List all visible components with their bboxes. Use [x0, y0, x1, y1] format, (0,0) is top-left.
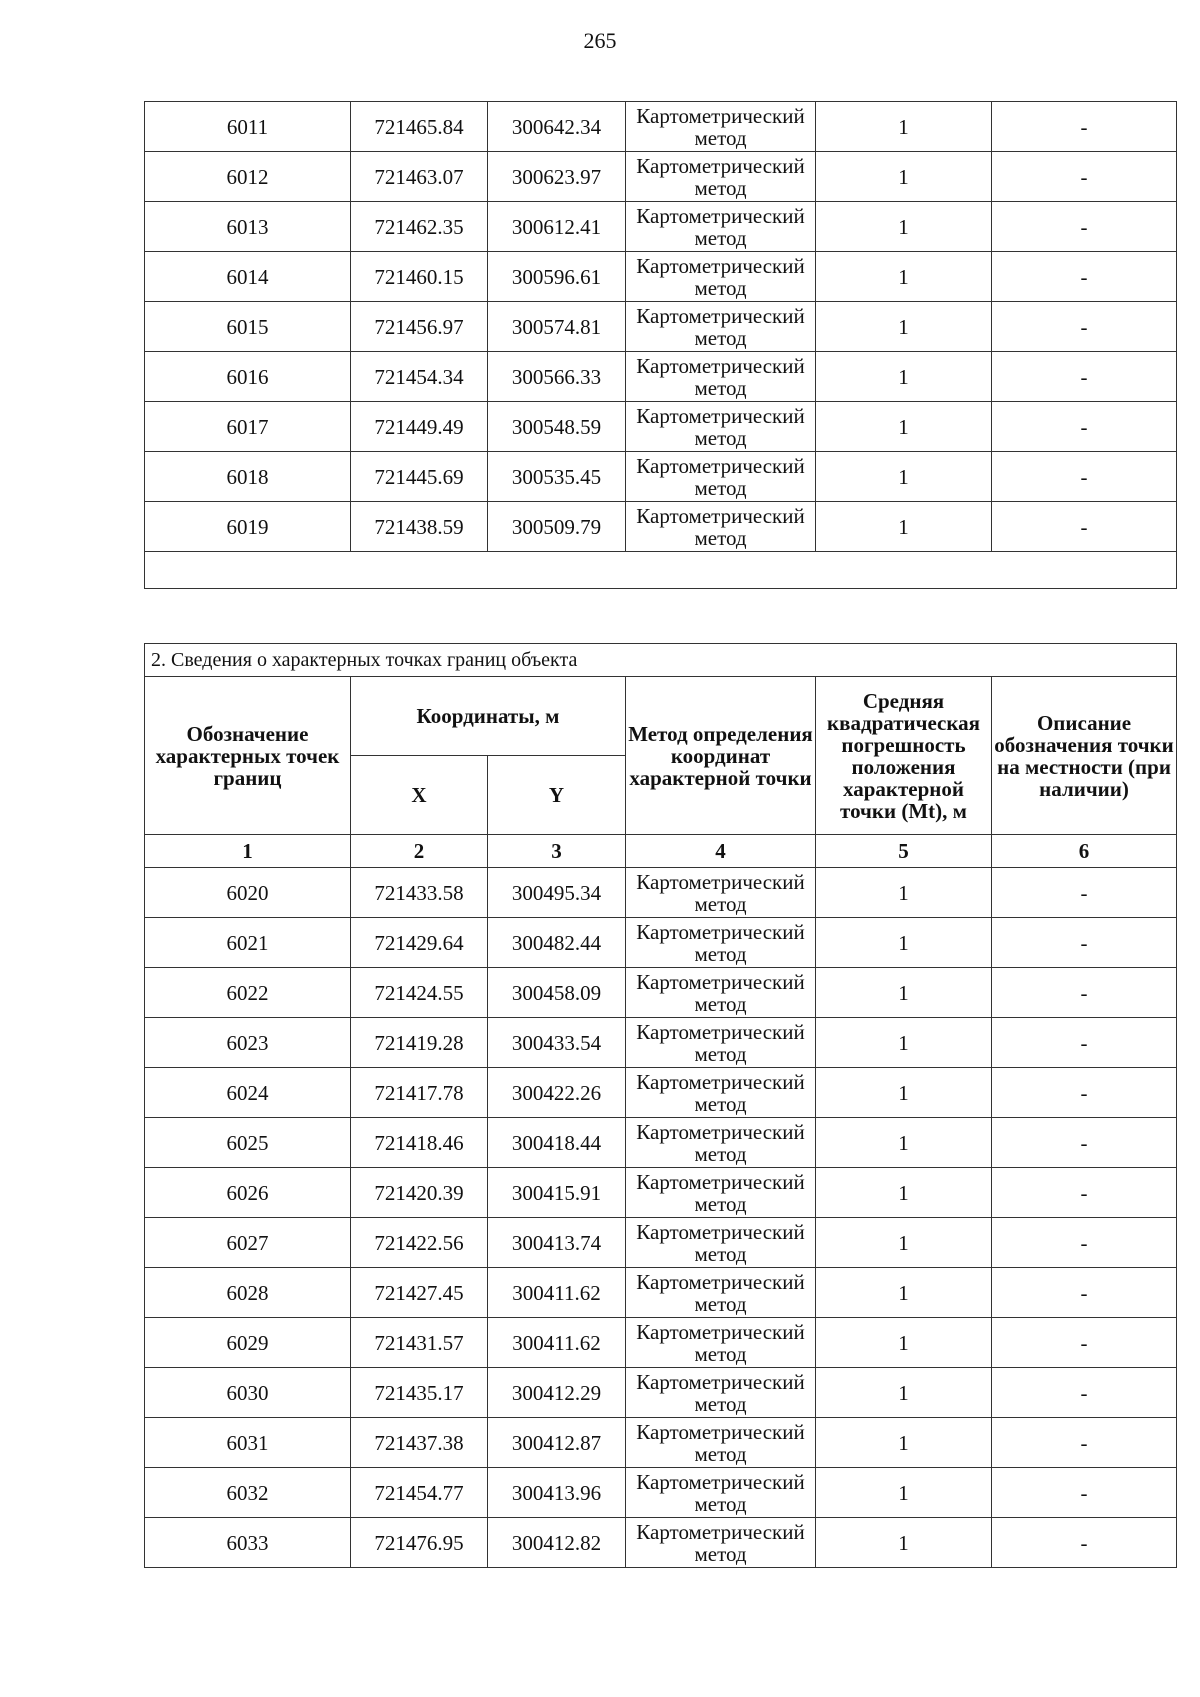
header-y: Y — [488, 756, 626, 835]
coord-y: 300548.59 — [488, 402, 626, 452]
point-id: 6027 — [145, 1218, 351, 1268]
coord-x: 721427.45 — [351, 1268, 488, 1318]
column-number: 6 — [992, 835, 1177, 868]
method-line-1: Картометрический — [636, 453, 805, 478]
method-line-2: метод — [694, 475, 747, 500]
mean-error: 1 — [816, 1318, 992, 1368]
mean-error: 1 — [816, 1418, 992, 1468]
mean-error: 1 — [816, 1118, 992, 1168]
point-description: - — [992, 152, 1177, 202]
point-description: - — [992, 1068, 1177, 1118]
coord-x: 721445.69 — [351, 452, 488, 502]
method-line-2: метод — [694, 375, 747, 400]
point-id: 6028 — [145, 1268, 351, 1318]
column-number: 4 — [626, 835, 816, 868]
coord-x: 721437.38 — [351, 1418, 488, 1468]
boundary-points-table — [144, 643, 1177, 1568]
table1-body — [145, 102, 1177, 589]
method-line-1: Картометрический — [636, 1219, 805, 1244]
point-description: - — [992, 452, 1177, 502]
method-line-1: Картометрический — [636, 919, 805, 944]
method-line-2: метод — [694, 275, 747, 300]
method-cell — [626, 918, 816, 968]
mean-error: 1 — [816, 1268, 992, 1318]
mean-error: 1 — [816, 1168, 992, 1218]
method-line-1: Картометрический — [636, 869, 805, 894]
empty-row — [145, 552, 1177, 589]
point-id: 6016 — [145, 352, 351, 402]
table-row — [145, 1118, 1177, 1168]
coord-y: 300433.54 — [488, 1018, 626, 1068]
coord-x: 721418.46 — [351, 1118, 488, 1168]
method-line-1: Картометрический — [636, 1319, 805, 1344]
coord-x: 721417.78 — [351, 1068, 488, 1118]
coord-y: 300535.45 — [488, 452, 626, 502]
mean-error: 1 — [816, 968, 992, 1018]
method-line-2: метод — [694, 1341, 747, 1366]
mean-error: 1 — [816, 1068, 992, 1118]
header-mean-error: Средняя квадратическая погрешность положения характерной точки (Mt), м — [816, 677, 992, 835]
coord-y: 300458.09 — [488, 968, 626, 1018]
point-id: 6025 — [145, 1118, 351, 1168]
point-id: 6011 — [145, 102, 351, 152]
header-row-top — [145, 677, 1177, 756]
point-description: - — [992, 1118, 1177, 1168]
coord-y: 300411.62 — [488, 1268, 626, 1318]
point-description: - — [992, 202, 1177, 252]
coord-x: 721462.35 — [351, 202, 488, 252]
point-description: - — [992, 1418, 1177, 1468]
coord-x: 721449.49 — [351, 402, 488, 452]
table-row — [145, 202, 1177, 252]
table2-header — [145, 644, 1177, 868]
method-line-2: метод — [694, 1191, 747, 1216]
method-line-1: Картометрический — [636, 403, 805, 428]
method-line-2: метод — [694, 1491, 747, 1516]
coord-y: 300412.82 — [488, 1518, 626, 1568]
method-cell — [626, 868, 816, 918]
point-id: 6026 — [145, 1168, 351, 1218]
point-id: 6029 — [145, 1318, 351, 1368]
method-line-2: метод — [694, 1241, 747, 1266]
method-line-2: метод — [694, 1091, 747, 1116]
method-line-1: Картометрический — [636, 1519, 805, 1544]
coord-x: 721456.97 — [351, 302, 488, 352]
table-row — [145, 1218, 1177, 1268]
header-method: Метод определения координат характерной точки — [626, 677, 816, 835]
section-title: 2. Сведения о характерных точках границ объекта — [145, 644, 1177, 677]
method-cell — [626, 502, 816, 552]
point-id: 6014 — [145, 252, 351, 302]
point-description: - — [992, 252, 1177, 302]
column-number: 1 — [145, 835, 351, 868]
method-line-2: метод — [694, 991, 747, 1016]
coord-x: 721465.84 — [351, 102, 488, 152]
method-line-2: метод — [694, 1291, 747, 1316]
method-line-2: метод — [694, 125, 747, 150]
point-id: 6020 — [145, 868, 351, 918]
column-number: 2 — [351, 835, 488, 868]
point-id: 6017 — [145, 402, 351, 452]
table-row — [145, 1318, 1177, 1368]
method-line-2: метод — [694, 1541, 747, 1566]
coord-x: 721420.39 — [351, 1168, 488, 1218]
mean-error: 1 — [816, 918, 992, 968]
coord-y: 300418.44 — [488, 1118, 626, 1168]
method-line-1: Картометрический — [636, 1369, 805, 1394]
coord-y: 300574.81 — [488, 302, 626, 352]
coord-x: 721454.34 — [351, 352, 488, 402]
coord-y: 300509.79 — [488, 502, 626, 552]
method-cell — [626, 1068, 816, 1118]
method-line-1: Картометрический — [636, 1469, 805, 1494]
method-line-2: метод — [694, 1141, 747, 1166]
point-description: - — [992, 402, 1177, 452]
mean-error: 1 — [816, 202, 992, 252]
point-description: - — [992, 1218, 1177, 1268]
method-line-1: Картометрический — [636, 1119, 805, 1144]
method-cell — [626, 968, 816, 1018]
table-row — [145, 402, 1177, 452]
coord-y: 300422.26 — [488, 1068, 626, 1118]
coord-x: 721435.17 — [351, 1368, 488, 1418]
coord-x: 721422.56 — [351, 1218, 488, 1268]
coord-x: 721424.55 — [351, 968, 488, 1018]
point-id: 6019 — [145, 502, 351, 552]
table-row — [145, 1418, 1177, 1468]
coord-y: 300495.34 — [488, 868, 626, 918]
method-line-2: метод — [694, 1441, 747, 1466]
mean-error: 1 — [816, 452, 992, 502]
method-line-2: метод — [694, 891, 747, 916]
point-id: 6018 — [145, 452, 351, 502]
coord-y: 300411.62 — [488, 1318, 626, 1368]
table-row — [145, 1068, 1177, 1118]
table-row — [145, 968, 1177, 1018]
method-line-2: метод — [694, 425, 747, 450]
point-description: - — [992, 352, 1177, 402]
mean-error: 1 — [816, 1518, 992, 1568]
point-id: 6012 — [145, 152, 351, 202]
method-cell — [626, 302, 816, 352]
coord-y: 300415.91 — [488, 1168, 626, 1218]
point-description: - — [992, 1368, 1177, 1418]
table-row — [145, 352, 1177, 402]
coord-y: 300596.61 — [488, 252, 626, 302]
coord-x: 721419.28 — [351, 1018, 488, 1068]
method-line-1: Картометрический — [636, 1069, 805, 1094]
coord-x: 721460.15 — [351, 252, 488, 302]
mean-error: 1 — [816, 352, 992, 402]
point-description: - — [992, 1518, 1177, 1568]
method-line-1: Картометрический — [636, 503, 805, 528]
point-id: 6021 — [145, 918, 351, 968]
method-cell — [626, 402, 816, 452]
table2-body — [145, 868, 1177, 1568]
method-cell — [626, 1418, 816, 1468]
point-description: - — [992, 1268, 1177, 1318]
table-row — [145, 102, 1177, 152]
coord-y: 300412.87 — [488, 1418, 626, 1468]
section-title-row — [145, 644, 1177, 677]
method-line-1: Картометрический — [636, 353, 805, 378]
table-row — [145, 868, 1177, 918]
method-cell — [626, 1468, 816, 1518]
header-x: X — [351, 756, 488, 835]
coord-y: 300566.33 — [488, 352, 626, 402]
table-row — [145, 252, 1177, 302]
point-description: - — [992, 918, 1177, 968]
point-id: 6024 — [145, 1068, 351, 1118]
mean-error: 1 — [816, 868, 992, 918]
method-line-1: Картометрический — [636, 969, 805, 994]
coord-x: 721476.95 — [351, 1518, 488, 1568]
header-coordinates: Координаты, м — [351, 677, 626, 756]
point-description: - — [992, 302, 1177, 352]
point-id: 6013 — [145, 202, 351, 252]
method-cell — [626, 252, 816, 302]
point-id: 6022 — [145, 968, 351, 1018]
table-row — [145, 1018, 1177, 1068]
coord-y: 300413.96 — [488, 1468, 626, 1518]
method-line-1: Картометрический — [636, 303, 805, 328]
column-numbers-row — [145, 835, 1177, 868]
method-cell — [626, 102, 816, 152]
coord-y: 300413.74 — [488, 1218, 626, 1268]
table-row — [145, 1468, 1177, 1518]
method-line-2: метод — [694, 1391, 747, 1416]
coord-x: 721433.58 — [351, 868, 488, 918]
point-description: - — [992, 1018, 1177, 1068]
method-line-2: метод — [694, 325, 747, 350]
method-cell — [626, 1018, 816, 1068]
header-description: Описание обозначения точки на местности (при наличии) — [992, 677, 1177, 835]
method-cell — [626, 1368, 816, 1418]
table-row — [145, 918, 1177, 968]
coord-y: 300623.97 — [488, 152, 626, 202]
method-cell — [626, 1268, 816, 1318]
method-line-1: Картометрический — [636, 1269, 805, 1294]
mean-error: 1 — [816, 152, 992, 202]
method-cell — [626, 1318, 816, 1368]
table-row — [145, 1518, 1177, 1568]
mean-error: 1 — [816, 1368, 992, 1418]
table-row — [145, 1168, 1177, 1218]
coord-y: 300482.44 — [488, 918, 626, 968]
point-description: - — [992, 868, 1177, 918]
point-description: - — [992, 502, 1177, 552]
coord-y: 300412.29 — [488, 1368, 626, 1418]
point-description: - — [992, 1318, 1177, 1368]
mean-error: 1 — [816, 102, 992, 152]
method-cell — [626, 152, 816, 202]
table-row — [145, 502, 1177, 552]
method-line-1: Картометрический — [636, 1019, 805, 1044]
header-point-designation: Обозначение характерных точек границ — [145, 677, 351, 835]
table-row — [145, 1268, 1177, 1318]
empty-cell — [145, 552, 1177, 589]
method-line-1: Картометрический — [636, 253, 805, 278]
coord-x: 721429.64 — [351, 918, 488, 968]
table-row — [145, 302, 1177, 352]
coord-x: 721463.07 — [351, 152, 488, 202]
method-line-1: Картометрический — [636, 103, 805, 128]
point-description: - — [992, 102, 1177, 152]
mean-error: 1 — [816, 1018, 992, 1068]
method-cell — [626, 1218, 816, 1268]
point-id: 6030 — [145, 1368, 351, 1418]
method-cell — [626, 352, 816, 402]
mean-error: 1 — [816, 252, 992, 302]
point-id: 6031 — [145, 1418, 351, 1468]
point-id: 6015 — [145, 302, 351, 352]
method-line-2: метод — [694, 525, 747, 550]
mean-error: 1 — [816, 302, 992, 352]
column-number: 5 — [816, 835, 992, 868]
coord-x: 721431.57 — [351, 1318, 488, 1368]
coord-y: 300642.34 — [488, 102, 626, 152]
table-row — [145, 152, 1177, 202]
page-number: 265 — [583, 28, 617, 53]
mean-error: 1 — [816, 1218, 992, 1268]
column-number: 3 — [488, 835, 626, 868]
point-description: - — [992, 1468, 1177, 1518]
point-id: 6033 — [145, 1518, 351, 1568]
point-id: 6023 — [145, 1018, 351, 1068]
method-line-1: Картометрический — [636, 203, 805, 228]
method-line-2: метод — [694, 1041, 747, 1066]
method-line-1: Картометрический — [636, 1169, 805, 1194]
method-cell — [626, 452, 816, 502]
coord-y: 300612.41 — [488, 202, 626, 252]
method-line-1: Картометрический — [636, 1419, 805, 1444]
coord-x: 721438.59 — [351, 502, 488, 552]
method-line-2: метод — [694, 941, 747, 966]
table-row — [145, 1368, 1177, 1418]
boundary-points-table-continued — [144, 101, 1177, 589]
method-line-1: Картометрический — [636, 153, 805, 178]
mean-error: 1 — [816, 402, 992, 452]
method-line-2: метод — [694, 175, 747, 200]
mean-error: 1 — [816, 1468, 992, 1518]
coord-x: 721454.77 — [351, 1468, 488, 1518]
point-description: - — [992, 968, 1177, 1018]
point-id: 6032 — [145, 1468, 351, 1518]
method-cell — [626, 202, 816, 252]
method-cell — [626, 1168, 816, 1218]
point-description: - — [992, 1168, 1177, 1218]
mean-error: 1 — [816, 502, 992, 552]
method-cell — [626, 1518, 816, 1568]
table-row — [145, 452, 1177, 502]
method-line-2: метод — [694, 225, 747, 250]
method-cell — [626, 1118, 816, 1168]
